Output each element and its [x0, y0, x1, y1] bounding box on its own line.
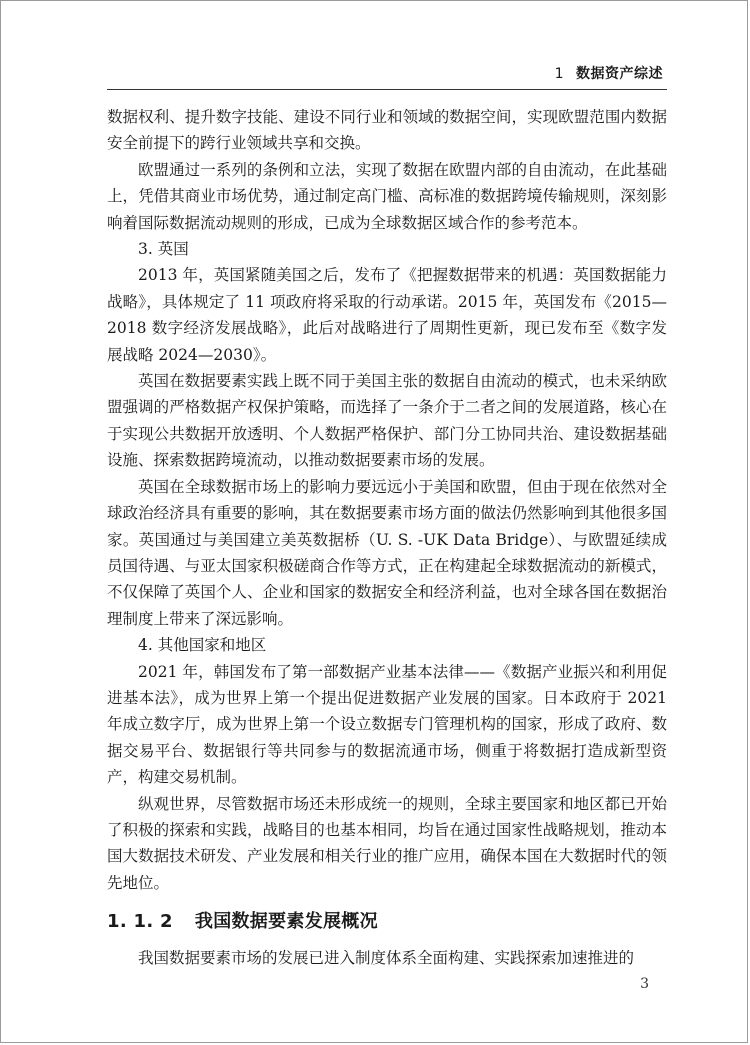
section-title: 我国数据要素发展概况: [194, 911, 378, 933]
paragraph-5: 英国在全球数据市场上的影响力要远远小于美国和欧盟，但由于现在依然对全球政治经济具有重要的影响，其在数据要素市场方面的做法仍然影响到其他很多国家。英国通过与美国建立美英数据桥（U. S. -UK Data Bridge）、与欧盟延续成员国待遇、与亚太国家积极磋商合作等方式，正在构建起全球数据流动的新模式，不仅保障了英国个人、企业和国家的数据安全和经济利益，也对全球各国在数据治理制度上带来了深远影响。: [107, 477, 667, 628]
paragraph-4: 英国在数据要素实践上既不同于美国主张的数据自由流动的模式，也未采纳欧盟强调的严格数据产权保护策略，而选择了一条介于二者之间的发展道路，核心在于实现公共数据开放透明、个人数据严格保护、部门分工协同共治、建设数据基础设施、探索数据跨境流动，以推动数据要素市场的发展。: [107, 372, 667, 470]
page-number: 3: [640, 976, 649, 992]
subheading-uk: 3. 英国: [138, 240, 189, 259]
paragraph-2: 欧盟通过一系列的条例和立法，实现了数据在欧盟内部的自由流动，在此基础上，凭借其商业市场优势，通过制定高门槛、高标准的数据跨境传输规则，深刻影响着国际数据流动规则的形成，已成为全球数据区域合作的参考范本。: [107, 160, 667, 232]
body-text: [107, 104, 667, 972]
running-header: [555, 63, 663, 83]
paragraph-7: 纵观世界，尽管数据市场还未形成统一的规则，全球主要国家和地区都已开始了积极的探索和实践，战略目的也基本相同，均旨在通过国家性战略规划，推动本国大数据技术研发、产业发展和相关行业的推广应用，确保本国在大数据时代的领先地位。: [107, 794, 667, 892]
chapter-title: 数据资产综述: [576, 66, 663, 82]
paragraph-8: 我国数据要素市场的发展已进入制度体系全面构建、实践探索加速推进的: [138, 949, 635, 968]
chapter-number: 1: [554, 66, 564, 82]
header-rule: [107, 89, 667, 90]
section-number: 1. 1. 2: [107, 911, 173, 933]
paragraph-3: 2013 年，英国紧随美国之后，发布了《把握数据带来的机遇：英国数据能力战略》，具体规定了 11 项政府将采取的行动承诺。2015 年，英国发布《2015—2018 数字经济发展战略》，此后对战略进行了周期性更新，现已发布至《数字发展战略 2024—2030》。: [107, 266, 667, 364]
section-heading: [107, 908, 667, 936]
paragraph-6: 2021 年，韩国发布了第一部数据产业基本法律——《数据产业振兴和利用促进基本法》，成为世界上第一个提出促进数据产业发展的国家。日本政府于 2021 年成立数字厅，成为世界上第一个设立数据专门管理机构的国家，形成了政府、数据交易平台、数据银行等共同参与的数据流通市场，侧重于将数据打造成新型资产，构建交易机制。: [107, 662, 667, 787]
subheading-other: 4. 其他国家和地区: [138, 636, 267, 655]
paragraph-1: 数据权利、提升数字技能、建设不同行业和领域的数据空间，实现欧盟范围内数据安全前提下的跨行业领域共享和交换。: [107, 108, 667, 153]
